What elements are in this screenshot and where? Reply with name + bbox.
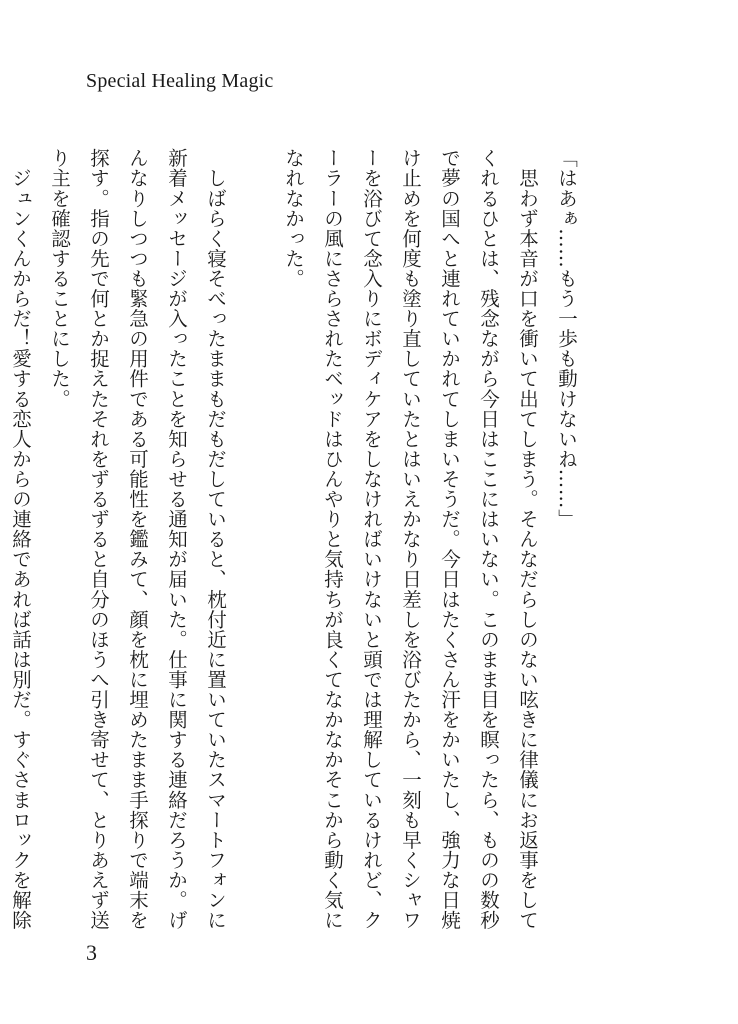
text-line: んなりしつつも緊急の用件である可能性を鑑みて、顔を枕に埋めたまま手探りで端末を xyxy=(126,148,149,930)
text-line: り主を確認することにした。 xyxy=(48,148,71,409)
text-line: 「はあぁ……もう一歩も動けないね……」 xyxy=(555,148,578,529)
vertical-body-text xyxy=(0,148,586,928)
text-line: け止めを何度も塗り直していたとはいえかなり日差しを浴びたから、一刻も早くシャワ xyxy=(399,148,422,930)
text-line: で夢の国へと連れていかれてしまいそうだ。今日はたくさん汗をかいたし、強力な日焼 xyxy=(438,148,461,930)
text-line: しばらく寝そべったままもだもだしていると、枕付近に置いていたスマートフォンに xyxy=(204,148,227,930)
blank-line xyxy=(235,148,274,928)
text-line: 新着メッセージが入ったことを知らせる通知が届いた。仕事に関する連絡だろうか。げ xyxy=(165,148,188,930)
text-line: 探す。指の先で何とか捉えたそれをずるずると自分のほうへ引き寄せて、とりあえず送 xyxy=(87,148,110,930)
text-line: くれるひとは、残念ながら今日はここにはいない。このまま目を瞑ったら、ものの数秒 xyxy=(477,148,500,930)
text-line: ジュンくんからだ！愛する恋人からの連絡であれば話は別だ。すぐさまロックを解除 xyxy=(9,148,32,930)
text-line: 思わず本音が口を衝いて出てしまう。そんなだらしのない呟きに律儀にお返事をして xyxy=(516,148,539,930)
text-line xyxy=(0,148,1,928)
running-header-title: Special Healing Magic xyxy=(86,70,274,92)
text-line: なれなかった。 xyxy=(282,148,305,289)
text-line: ーを浴びて念入りにボディケアをしなければいけないと頭では理解しているけれど、ク xyxy=(360,148,383,930)
text-line: ーラーの風にさらされたベッドはひんやりと気持ちが良くてなかなかそこから動く気に xyxy=(321,148,344,930)
page-number: 3 xyxy=(86,940,97,965)
